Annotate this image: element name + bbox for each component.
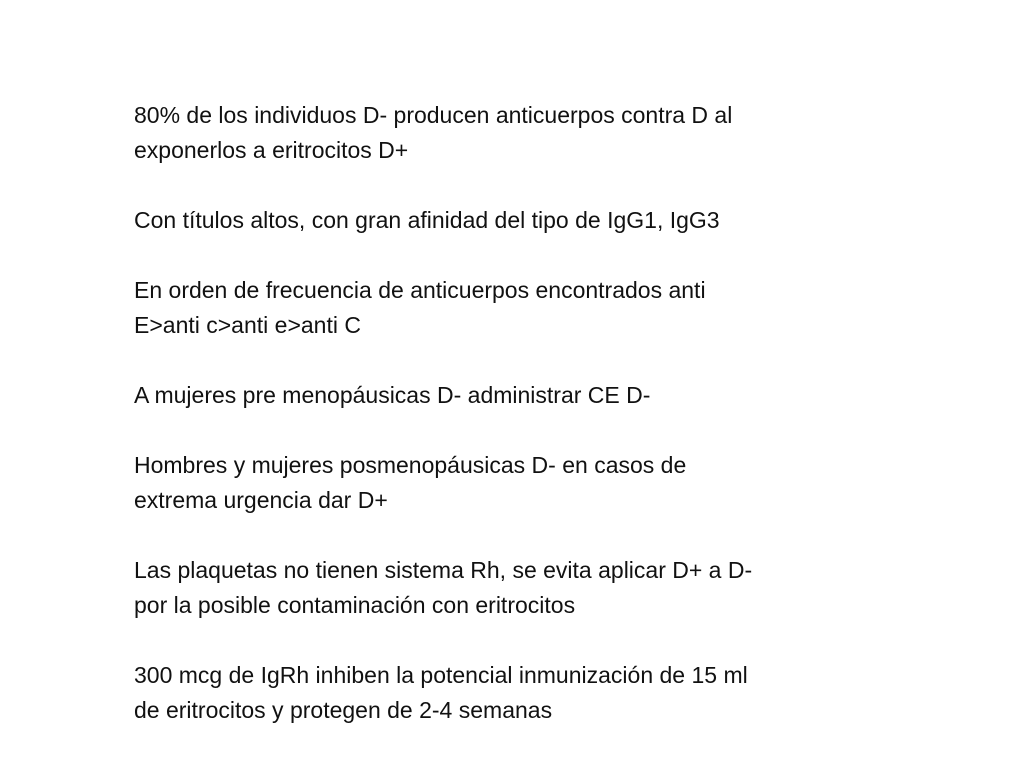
slide-text-block (134, 98, 854, 728)
paragraph-antibody-production: 80% de los individuos D- producen anticuerpos contra D al exponerlos a eritrocitos D+ (134, 102, 733, 163)
paragraph-titers-affinity: Con títulos altos, con gran afinidad del tipo de IgG1, IgG3 (134, 207, 720, 233)
paragraph-antibody-frequency: En orden de frecuencia de anticuerpos encontrados anti E>anti c>anti e>anti C (134, 277, 706, 338)
paragraph-men-postmenopausal-women: Hombres y mujeres posmenopáusicas D- en casos de extrema urgencia dar D+ (134, 452, 687, 513)
paragraph-premenopausal-women: A mujeres pre menopáusicas D- administrar CE D- (134, 382, 651, 408)
paragraph-platelets-rh: Las plaquetas no tienen sistema Rh, se evita aplicar D+ a D- por la posible contaminación con eritrocitos (134, 557, 753, 618)
paragraph-igrh-dose: 300 mcg de IgRh inhiben la potencial inmunización de 15 ml de eritrocitos y protegen de 2-4 semanas (134, 662, 748, 723)
